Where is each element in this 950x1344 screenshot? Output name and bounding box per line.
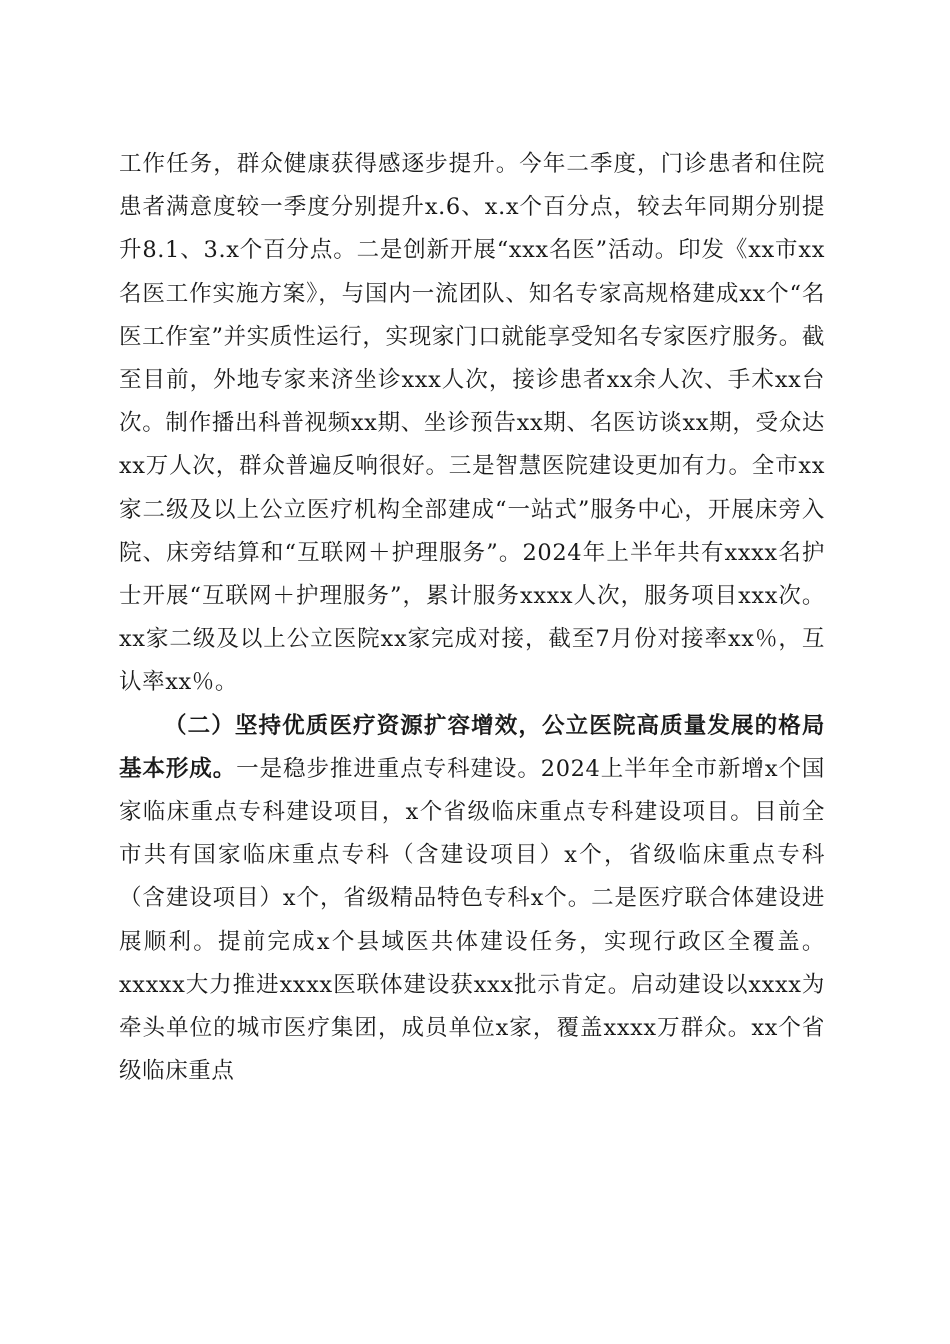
paragraph-1-text: 工作任务，群众健康获得感逐步提升。今年二季度，门诊患者和住院患者满意度较一季度分别提升x.6、x.x个百分点，较去年同期分别提升8.1、3.x个百分点。二是创新开展“xxx名医”活动。印发《xx市xx名医工作实施方案》，与国内一流团队、知名专家高规格建成xx个“名医工作室”并实质性运行，实现家门口就能享受知名专家医疗服务。截至目前，外地专家来济坐诊xxx人次，接诊患者xx余人次、手术xx台次。制作播出科普视频xx期、坐诊预告xx期、名医访谈xx期，受众达xx万人次，群众普遍反响很好。三是智慧医院建设更加有力。全市xx家二级及以上公立医疗机构全部建成“一站式”服务中心，开展床旁入院、床旁结算和“互联网＋护理服务”。2024年上半年共有xxxx名护士开展“互联网＋护理服务”，累计服务xxxx人次，服务项目xxx次。xx家二级及以上公立医院xx家完成对接，截至7月份对接率xx％，互认率xx％。 — [119, 151, 825, 696]
document-body — [119, 143, 825, 1093]
section-two-heading: （二）坚持优质医疗资源扩容增效，公立医院高质量发展的格局基本形成。 — [119, 712, 825, 782]
paragraph-section-two — [119, 705, 825, 1094]
paragraph-2-text: 一是稳步推进重点专科建设。2024上半年全市新增x个国家临床重点专科建设项目，x个省级临床重点专科建设项目。目前全市共有国家临床重点专科（含建设项目）x个，省级临床重点专科（含建设项目）x个，省级精品特色专科x个。二是医疗联合体建设进展顺利。提前完成x个县域医共体建设任务，实现行政区全覆盖。xxxxx大力推进xxxx医联体建设获xxx批示肯定。启动建设以xxxx为牵头单位的城市医疗集团，成员单位x家，覆盖xxxx万群众。xx个省级临床重点 — [119, 755, 825, 1085]
paragraph-continued — [119, 143, 825, 705]
